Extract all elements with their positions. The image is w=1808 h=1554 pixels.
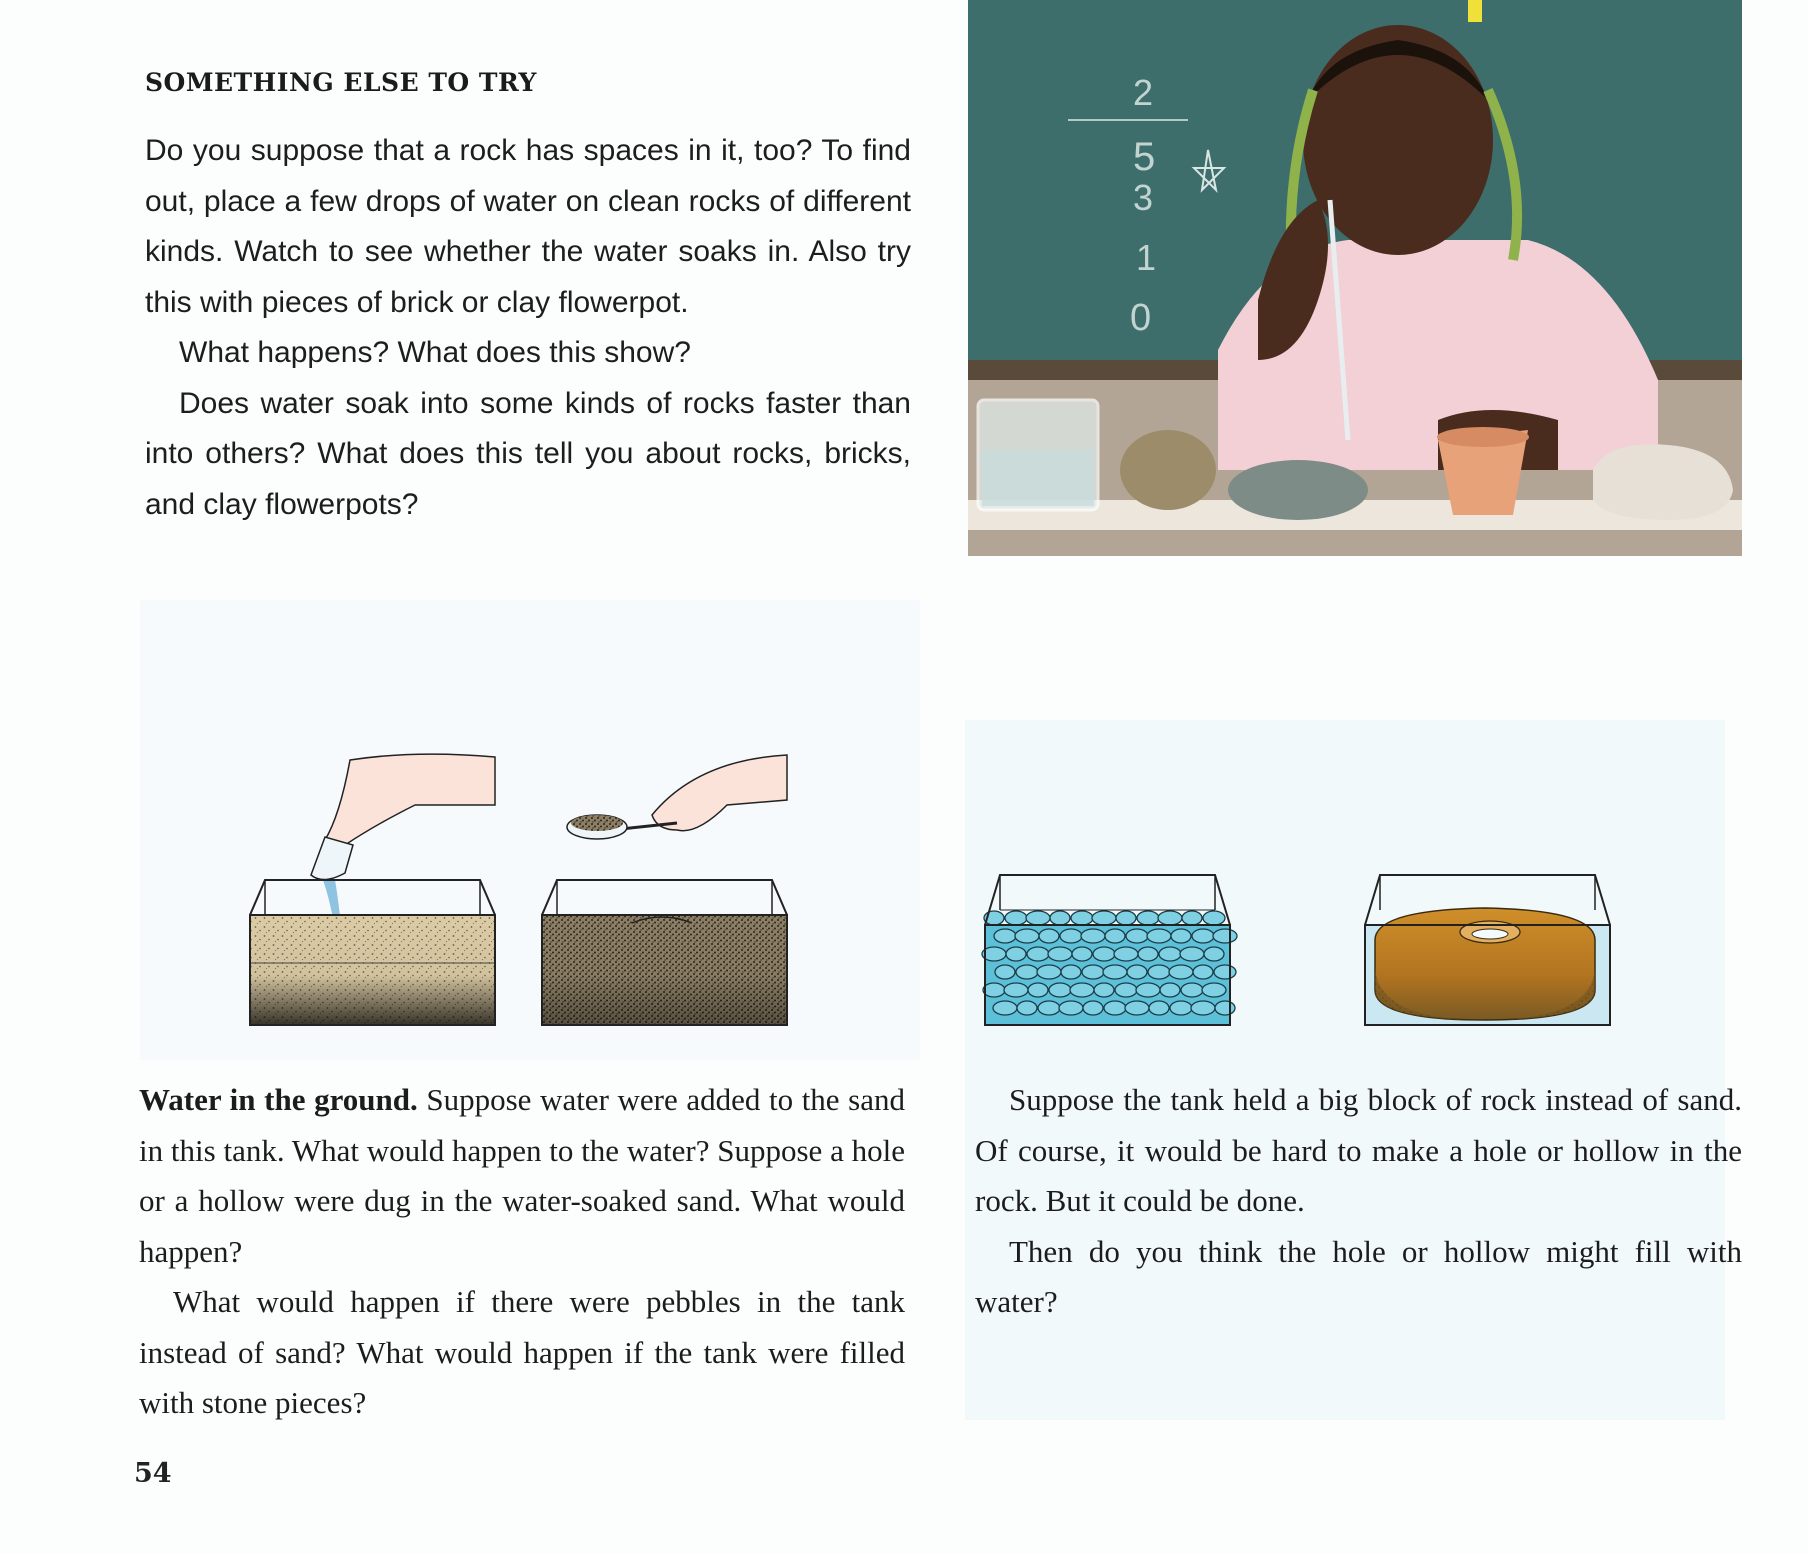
pebble: [1093, 947, 1115, 961]
pebble: [1005, 911, 1027, 925]
pebble: [1136, 983, 1160, 997]
pebble: [1037, 965, 1061, 979]
illustration-water-poured-on-sand: [245, 745, 510, 1030]
pebble: [1181, 983, 1203, 997]
pebble: [1070, 983, 1094, 997]
section-heading: SOMETHING ELSE TO TRY: [145, 68, 537, 97]
illustration-wet-sand-hollow: [537, 745, 802, 1030]
pebble: [1192, 929, 1214, 943]
activity-paragraph: Does water soak into some kinds of rocks faster than into others? What does this tell you about rocks, bricks, and clay flowerpots?: [145, 386, 911, 521]
body-paragraph: What would happen if there were pebbles in the tank instead of sand? What would happen if the tank were filled with stone pieces?: [139, 1284, 905, 1420]
pebble: [1092, 911, 1116, 925]
water-in-ground-text: [139, 1075, 905, 1429]
pebble: [1049, 983, 1071, 997]
chalk-number: 5: [1133, 135, 1156, 179]
pebble: [1015, 929, 1039, 943]
chalk-number: 3: [1133, 177, 1154, 218]
pebble: [1214, 965, 1236, 979]
glass-water: [982, 450, 1094, 506]
pebble: [1104, 1001, 1126, 1015]
pebble: [1148, 965, 1170, 979]
pebble: [1202, 983, 1226, 997]
pebble: [993, 1001, 1017, 1015]
cup: [311, 837, 353, 880]
photo-girl-testing-rocks: [968, 0, 1742, 556]
body-paragraph: Then do you think the hole or hollow might fill with water?: [975, 1233, 1742, 1319]
pebble: [1028, 983, 1048, 997]
pebble: [1126, 929, 1148, 943]
pebble: [1050, 911, 1070, 925]
pebble: [1182, 911, 1202, 925]
pebble: [1027, 947, 1049, 961]
pebble: [1149, 1001, 1169, 1015]
pebble: [995, 965, 1015, 979]
pebble: [1147, 929, 1171, 943]
activity-paragraph: Do you suppose that a rock has spaces in it, too? To find out, place a few drops of water on clean rocks of different kinds. Watch to see whether the water soaks in. Also try this with pieces of brick or clay flowerpot.: [145, 134, 911, 319]
pebble: [1114, 947, 1138, 961]
pebble: [1158, 911, 1182, 925]
hand-spoon: [652, 755, 787, 831]
hair-clip: [1468, 0, 1482, 22]
flowerpot-rim: [1437, 427, 1529, 447]
body-paragraph: [139, 1075, 905, 1277]
activity-text: [145, 126, 911, 530]
pebble: [1125, 1001, 1149, 1015]
pebble: [1083, 1001, 1103, 1015]
pebble: [1017, 1001, 1037, 1015]
pebble: [1038, 1001, 1060, 1015]
pebble: [1006, 947, 1026, 961]
pebble: [1004, 983, 1028, 997]
rock-block-text: [975, 1075, 1742, 1328]
pebble: [1180, 947, 1204, 961]
rock-rough: [1120, 430, 1216, 510]
pebble: [1193, 965, 1213, 979]
pebble: [1160, 983, 1180, 997]
pebble: [1072, 947, 1092, 961]
pebble: [1169, 965, 1193, 979]
pebble: [1159, 947, 1181, 961]
pebble: [1116, 911, 1136, 925]
page-number: 54: [134, 1458, 172, 1489]
illustration-rock-block-tank: [1360, 870, 1620, 1030]
hand-pouring: [325, 754, 495, 849]
pebble: [1127, 965, 1147, 979]
pebble: [1137, 911, 1159, 925]
chalk-number: 0: [1130, 297, 1152, 339]
pebble: [1203, 911, 1225, 925]
pebble: [1026, 911, 1050, 925]
pebble: [1138, 947, 1158, 961]
pebble: [1060, 929, 1082, 943]
pebble: [1105, 929, 1125, 943]
pebble: [1071, 911, 1093, 925]
wet-sand-shading: [542, 915, 787, 1025]
pebble: [1204, 947, 1224, 961]
pebble: [1061, 965, 1081, 979]
chalk-number: 1: [1136, 237, 1157, 278]
pebble: [1213, 929, 1237, 943]
illustration-pebbles-tank: [980, 870, 1240, 1030]
pebble: [1094, 983, 1114, 997]
pebble: [994, 929, 1016, 943]
pebble: [1059, 1001, 1083, 1015]
pebble: [1191, 1001, 1215, 1015]
pebble: [1016, 965, 1038, 979]
rock-smooth: [1228, 460, 1368, 520]
pebble: [1171, 929, 1191, 943]
lead-in: Water in the ground.: [139, 1082, 418, 1117]
pebble: [1170, 1001, 1192, 1015]
pebble: [1048, 947, 1072, 961]
paragraph-text: Suppose water were added to the sand in this tank. What would happen to the water? Suppose a hole or a hollow were dug in the water-soaked sand. What would happen?: [139, 1082, 906, 1269]
pebble: [1103, 965, 1127, 979]
pebble: [983, 983, 1005, 997]
rock-hollow: [1472, 929, 1508, 939]
pebble: [1039, 929, 1059, 943]
activity-paragraph: What happens? What does this show?: [179, 336, 691, 369]
body-paragraph: Suppose the tank held a big block of rock instead of sand. Of course, it would be hard to make a hole or hollow in the rock. But it could be done.: [975, 1082, 1742, 1218]
pebble: [1215, 1001, 1235, 1015]
sand-shading: [250, 915, 495, 1025]
chalk-number: 2: [1133, 72, 1154, 113]
pebble: [1115, 983, 1137, 997]
spoon-sand: [571, 815, 623, 831]
pebble: [1081, 929, 1105, 943]
pebble: [1082, 965, 1104, 979]
